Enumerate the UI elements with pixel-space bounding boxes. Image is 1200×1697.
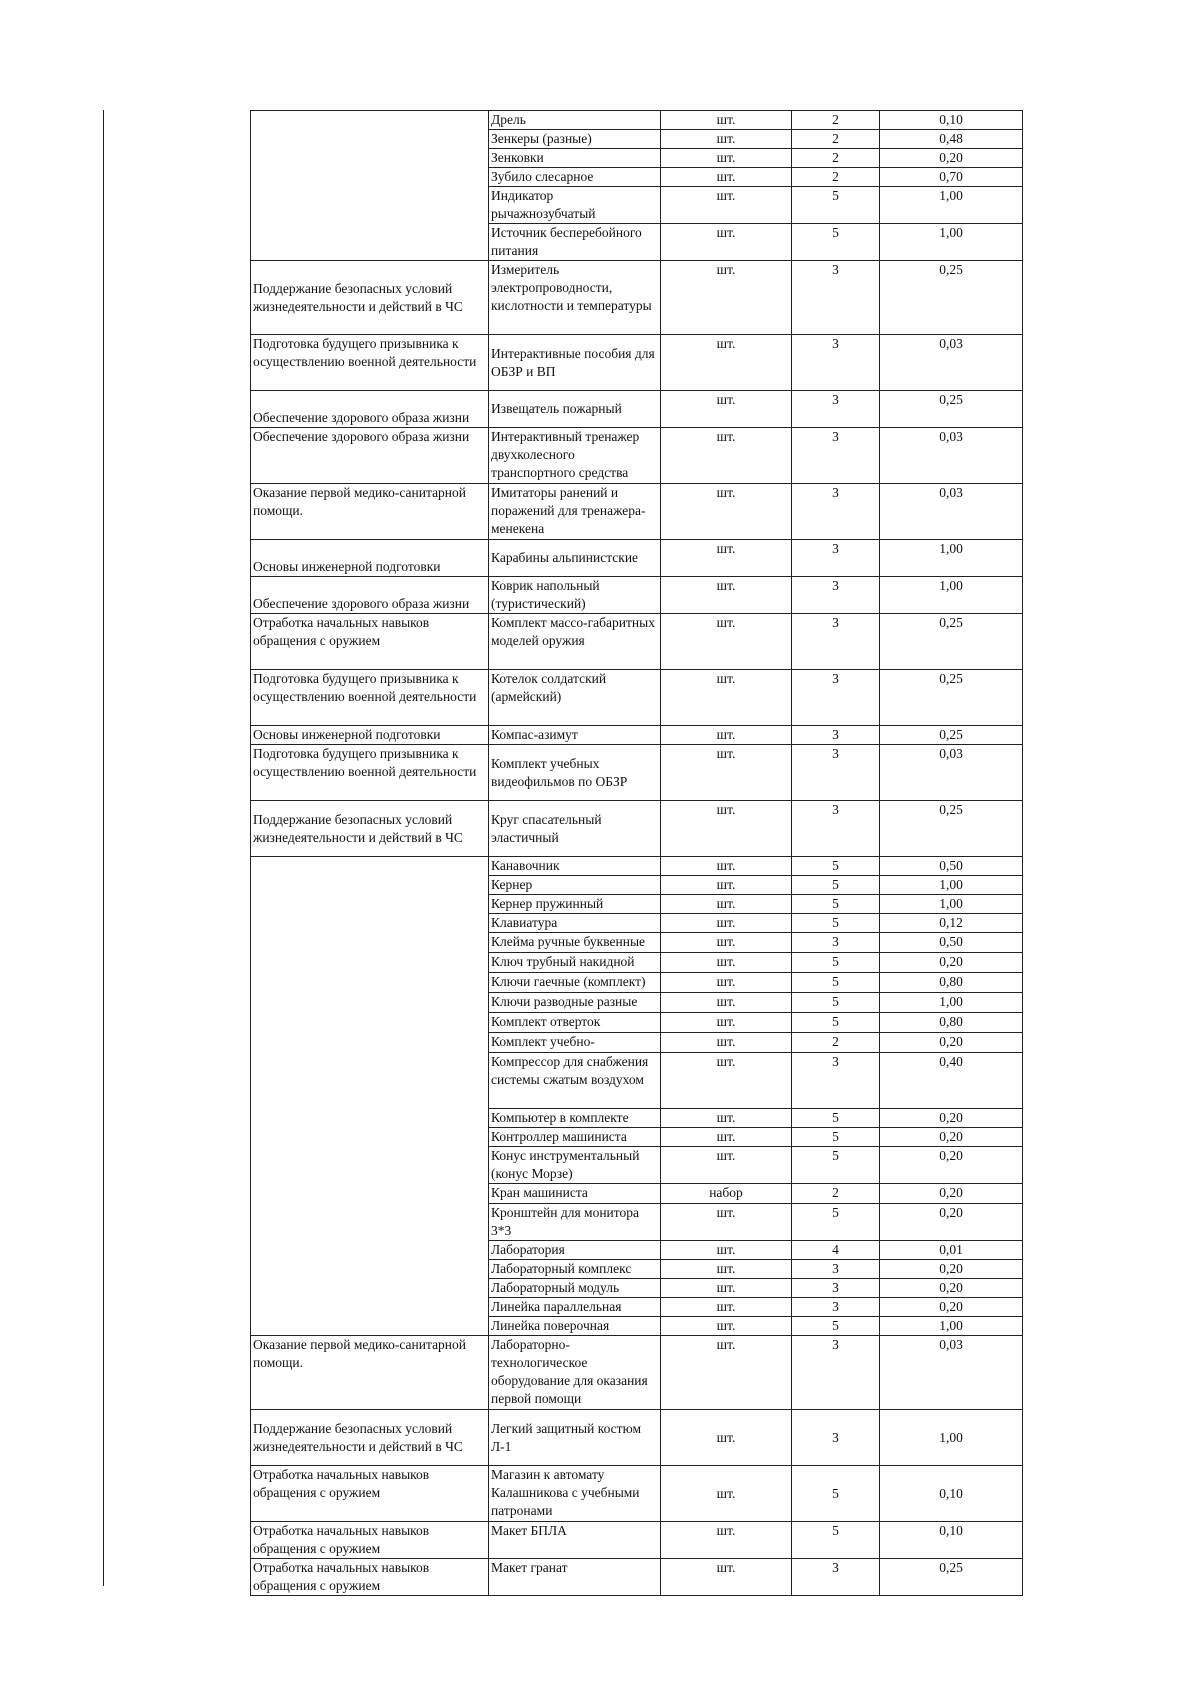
unit-cell: шт. bbox=[661, 1033, 792, 1053]
item-name-cell: Зубило слесарное bbox=[489, 168, 661, 187]
coefficient-cell: 1,00 bbox=[880, 895, 1023, 914]
item-name-cell: Лабораторно-технологическое оборудование для оказания первой помощи bbox=[489, 1336, 661, 1410]
coefficient-cell: 0,20 bbox=[880, 1147, 1023, 1184]
quantity-cell: 5 bbox=[792, 1147, 880, 1184]
item-name-cell: Компьютер в комплекте bbox=[489, 1109, 661, 1128]
table-row bbox=[251, 391, 1023, 428]
unit-cell: шт. bbox=[661, 895, 792, 914]
unit-cell: шт. bbox=[661, 1336, 792, 1410]
coefficient-cell: 1,00 bbox=[880, 577, 1023, 614]
table-row bbox=[251, 577, 1023, 614]
coefficient-cell: 0,03 bbox=[880, 484, 1023, 540]
coefficient-cell: 0,48 bbox=[880, 130, 1023, 149]
coefficient-cell: 0,20 bbox=[880, 1204, 1023, 1241]
left-margin-line bbox=[103, 110, 104, 1586]
unit-cell: шт. bbox=[661, 1109, 792, 1128]
item-name-cell: Лабораторный модуль bbox=[489, 1279, 661, 1298]
unit-cell: шт. bbox=[661, 1241, 792, 1260]
quantity-cell: 5 bbox=[792, 973, 880, 993]
unit-cell: шт. bbox=[661, 914, 792, 933]
coefficient-cell: 0,20 bbox=[880, 1279, 1023, 1298]
item-name-cell: Канавочник bbox=[489, 857, 661, 876]
table-row bbox=[251, 801, 1023, 857]
quantity-cell: 5 bbox=[792, 953, 880, 973]
quantity-cell: 5 bbox=[792, 1466, 880, 1522]
unit-cell: шт. bbox=[661, 168, 792, 187]
unit-cell: шт. bbox=[661, 1013, 792, 1033]
unit-cell: шт. bbox=[661, 187, 792, 224]
item-name-cell: Линейка параллельная bbox=[489, 1298, 661, 1317]
item-name-cell: Зенкеры (разные) bbox=[489, 130, 661, 149]
table-row bbox=[251, 111, 1023, 130]
unit-cell: шт. bbox=[661, 670, 792, 726]
unit-cell: шт. bbox=[661, 484, 792, 540]
item-name-cell: Ключ трубный накидной bbox=[489, 953, 661, 973]
coefficient-cell: 1,00 bbox=[880, 540, 1023, 577]
coefficient-cell: 0,03 bbox=[880, 428, 1023, 484]
table-row bbox=[251, 335, 1023, 391]
quantity-cell: 2 bbox=[792, 111, 880, 130]
item-name-cell: Лабораторный комплекс bbox=[489, 1260, 661, 1279]
table-row bbox=[251, 261, 1023, 335]
unit-cell: шт. bbox=[661, 1204, 792, 1241]
section-cell: Подготовка будущего призывника к осуществлению военной деятельности bbox=[251, 745, 489, 801]
unit-cell: шт. bbox=[661, 726, 792, 745]
coefficient-cell: 0,03 bbox=[880, 335, 1023, 391]
item-name-cell: Компрессор для снабжения системы сжатым воздухом bbox=[489, 1053, 661, 1109]
unit-cell: шт. bbox=[661, 1147, 792, 1184]
quantity-cell: 5 bbox=[792, 1013, 880, 1033]
quantity-cell: 2 bbox=[792, 130, 880, 149]
coefficient-cell: 1,00 bbox=[880, 1410, 1023, 1466]
unit-cell: шт. bbox=[661, 577, 792, 614]
item-name-cell: Линейка поверочная bbox=[489, 1317, 661, 1336]
coefficient-cell: 0,25 bbox=[880, 801, 1023, 857]
item-name-cell: Котелок солдатский (армейский) bbox=[489, 670, 661, 726]
quantity-cell: 5 bbox=[792, 914, 880, 933]
item-name-cell: Макет БПЛА bbox=[489, 1522, 661, 1559]
coefficient-cell: 1,00 bbox=[880, 224, 1023, 261]
item-name-cell: Кернер bbox=[489, 876, 661, 895]
unit-cell: шт. bbox=[661, 1317, 792, 1336]
coefficient-cell: 0,80 bbox=[880, 973, 1023, 993]
section-cell: Оказание первой медико-санитарной помощи. bbox=[251, 484, 489, 540]
section-cell: Основы инженерной подготовки bbox=[251, 540, 489, 577]
quantity-cell: 3 bbox=[792, 1260, 880, 1279]
unit-cell: шт. bbox=[661, 993, 792, 1013]
table-row bbox=[251, 726, 1023, 745]
section-cell bbox=[251, 857, 489, 1336]
quantity-cell: 3 bbox=[792, 391, 880, 428]
coefficient-cell: 1,00 bbox=[880, 1317, 1023, 1336]
item-name-cell: Макет гранат bbox=[489, 1559, 661, 1596]
item-name-cell: Комплект учебных видеофильмов по ОБЗР bbox=[489, 745, 661, 801]
item-name-cell: Контроллер машиниста bbox=[489, 1128, 661, 1147]
unit-cell: шт. bbox=[661, 745, 792, 801]
section-cell: Обеспечение здорового образа жизни bbox=[251, 428, 489, 484]
table-row bbox=[251, 670, 1023, 726]
item-name-cell: Кернер пружинный bbox=[489, 895, 661, 914]
item-name-cell: Ключи гаечные (комплект) bbox=[489, 973, 661, 993]
coefficient-cell: 0,20 bbox=[880, 1298, 1023, 1317]
coefficient-cell: 0,20 bbox=[880, 1184, 1023, 1204]
coefficient-cell: 0,20 bbox=[880, 1033, 1023, 1053]
unit-cell: шт. bbox=[661, 1053, 792, 1109]
table-row bbox=[251, 1559, 1023, 1596]
quantity-cell: 4 bbox=[792, 1241, 880, 1260]
coefficient-cell: 0,10 bbox=[880, 111, 1023, 130]
item-name-cell: Индикатор рычажнозубчатый bbox=[489, 187, 661, 224]
quantity-cell: 5 bbox=[792, 993, 880, 1013]
item-name-cell: Карабины альпинистские bbox=[489, 540, 661, 577]
quantity-cell: 3 bbox=[792, 1559, 880, 1596]
section-cell bbox=[251, 111, 489, 261]
quantity-cell: 3 bbox=[792, 1336, 880, 1410]
coefficient-cell: 0,20 bbox=[880, 953, 1023, 973]
equipment-table bbox=[250, 110, 1023, 1596]
unit-cell: шт. bbox=[661, 224, 792, 261]
quantity-cell: 5 bbox=[792, 857, 880, 876]
item-name-cell: Комплект массо-габаритных моделей оружия bbox=[489, 614, 661, 670]
unit-cell: шт. bbox=[661, 261, 792, 335]
coefficient-cell: 0,01 bbox=[880, 1241, 1023, 1260]
quantity-cell: 3 bbox=[792, 1053, 880, 1109]
coefficient-cell: 0,10 bbox=[880, 1466, 1023, 1522]
item-name-cell: Имитаторы ранений и поражений для тренажера-менекена bbox=[489, 484, 661, 540]
unit-cell: набор bbox=[661, 1184, 792, 1204]
section-cell: Основы инженерной подготовки bbox=[251, 726, 489, 745]
table-row bbox=[251, 1336, 1023, 1410]
quantity-cell: 2 bbox=[792, 1184, 880, 1204]
quantity-cell: 3 bbox=[792, 614, 880, 670]
quantity-cell: 5 bbox=[792, 1128, 880, 1147]
table-row bbox=[251, 857, 1023, 876]
quantity-cell: 2 bbox=[792, 1033, 880, 1053]
table-row bbox=[251, 614, 1023, 670]
quantity-cell: 3 bbox=[792, 670, 880, 726]
unit-cell: шт. bbox=[661, 1260, 792, 1279]
section-cell: Поддержание безопасных условий жизнедеятельности и действий в ЧС bbox=[251, 261, 489, 335]
section-cell: Отработка начальных навыков обращения с оружием bbox=[251, 1522, 489, 1559]
quantity-cell: 3 bbox=[792, 801, 880, 857]
unit-cell: шт. bbox=[661, 876, 792, 895]
coefficient-cell: 0,40 bbox=[880, 1053, 1023, 1109]
quantity-cell: 3 bbox=[792, 1279, 880, 1298]
quantity-cell: 5 bbox=[792, 1204, 880, 1241]
table-row bbox=[251, 745, 1023, 801]
item-name-cell: Интерактивный тренажер двухколесного транспортного средства bbox=[489, 428, 661, 484]
unit-cell: шт. bbox=[661, 391, 792, 428]
unit-cell: шт. bbox=[661, 149, 792, 168]
coefficient-cell: 0,80 bbox=[880, 1013, 1023, 1033]
table-row bbox=[251, 428, 1023, 484]
table-row bbox=[251, 1410, 1023, 1466]
quantity-cell: 3 bbox=[792, 1410, 880, 1466]
quantity-cell: 5 bbox=[792, 1317, 880, 1336]
quantity-cell: 3 bbox=[792, 726, 880, 745]
item-name-cell: Зенковки bbox=[489, 149, 661, 168]
coefficient-cell: 1,00 bbox=[880, 876, 1023, 895]
quantity-cell: 5 bbox=[792, 895, 880, 914]
coefficient-cell: 0,25 bbox=[880, 261, 1023, 335]
item-name-cell: Лаборатория bbox=[489, 1241, 661, 1260]
item-name-cell: Ключи разводные разные bbox=[489, 993, 661, 1013]
unit-cell: шт. bbox=[661, 953, 792, 973]
unit-cell: шт. bbox=[661, 973, 792, 993]
quantity-cell: 3 bbox=[792, 933, 880, 953]
unit-cell: шт. bbox=[661, 335, 792, 391]
table-row bbox=[251, 1522, 1023, 1559]
unit-cell: шт. bbox=[661, 1522, 792, 1559]
section-cell: Обеспечение здорового образа жизни bbox=[251, 577, 489, 614]
coefficient-cell: 0,25 bbox=[880, 726, 1023, 745]
unit-cell: шт. bbox=[661, 1298, 792, 1317]
item-name-cell: Компас-азимут bbox=[489, 726, 661, 745]
quantity-cell: 3 bbox=[792, 577, 880, 614]
coefficient-cell: 0,10 bbox=[880, 1522, 1023, 1559]
coefficient-cell: 0,03 bbox=[880, 745, 1023, 801]
item-name-cell: Конус инструментальный (конус Морзе) bbox=[489, 1147, 661, 1184]
coefficient-cell: 0,03 bbox=[880, 1336, 1023, 1410]
unit-cell: шт. bbox=[661, 1279, 792, 1298]
coefficient-cell: 0,12 bbox=[880, 914, 1023, 933]
coefficient-cell: 0,20 bbox=[880, 1260, 1023, 1279]
coefficient-cell: 1,00 bbox=[880, 993, 1023, 1013]
section-cell: Подготовка будущего призывника к осуществлению военной деятельности bbox=[251, 670, 489, 726]
item-name-cell: Комплект отверток bbox=[489, 1013, 661, 1033]
unit-cell: шт. bbox=[661, 1559, 792, 1596]
section-cell: Отработка начальных навыков обращения с оружием bbox=[251, 1466, 489, 1522]
coefficient-cell: 0,20 bbox=[880, 1109, 1023, 1128]
table-row bbox=[251, 540, 1023, 577]
coefficient-cell: 0,25 bbox=[880, 1559, 1023, 1596]
item-name-cell: Коврик напольный (туристический) bbox=[489, 577, 661, 614]
quantity-cell: 3 bbox=[792, 261, 880, 335]
quantity-cell: 5 bbox=[792, 876, 880, 895]
item-name-cell: Источник бесперебойного питания bbox=[489, 224, 661, 261]
unit-cell: шт. bbox=[661, 801, 792, 857]
unit-cell: шт. bbox=[661, 111, 792, 130]
quantity-cell: 2 bbox=[792, 168, 880, 187]
unit-cell: шт. bbox=[661, 540, 792, 577]
section-cell: Отработка начальных навыков обращения с оружием bbox=[251, 1559, 489, 1596]
item-name-cell: Извещатель пожарный bbox=[489, 391, 661, 428]
table-row bbox=[251, 484, 1023, 540]
quantity-cell: 5 bbox=[792, 1109, 880, 1128]
unit-cell: шт. bbox=[661, 1466, 792, 1522]
coefficient-cell: 0,20 bbox=[880, 1128, 1023, 1147]
table-row bbox=[251, 1466, 1023, 1522]
quantity-cell: 3 bbox=[792, 540, 880, 577]
item-name-cell: Дрель bbox=[489, 111, 661, 130]
coefficient-cell: 0,25 bbox=[880, 670, 1023, 726]
unit-cell: шт. bbox=[661, 933, 792, 953]
coefficient-cell: 0,25 bbox=[880, 391, 1023, 428]
quantity-cell: 3 bbox=[792, 745, 880, 801]
unit-cell: шт. bbox=[661, 130, 792, 149]
quantity-cell: 5 bbox=[792, 224, 880, 261]
item-name-cell: Круг спасательный эластичный bbox=[489, 801, 661, 857]
coefficient-cell: 1,00 bbox=[880, 187, 1023, 224]
item-name-cell: Интерактивные пособия для ОБЗР и ВП bbox=[489, 335, 661, 391]
quantity-cell: 3 bbox=[792, 1298, 880, 1317]
item-name-cell: Комплект учебно- bbox=[489, 1033, 661, 1053]
unit-cell: шт. bbox=[661, 857, 792, 876]
unit-cell: шт. bbox=[661, 1128, 792, 1147]
coefficient-cell: 0,25 bbox=[880, 614, 1023, 670]
quantity-cell: 5 bbox=[792, 1522, 880, 1559]
quantity-cell: 3 bbox=[792, 484, 880, 540]
item-name-cell: Клейма ручные буквенные bbox=[489, 933, 661, 953]
unit-cell: шт. bbox=[661, 428, 792, 484]
unit-cell: шт. bbox=[661, 1410, 792, 1466]
section-cell: Подготовка будущего призывника к осуществлению военной деятельности bbox=[251, 335, 489, 391]
item-name-cell: Кронштейн для монитора 3*3 bbox=[489, 1204, 661, 1241]
section-cell: Поддержание безопасных условий жизнедеятельности и действий в ЧС bbox=[251, 1410, 489, 1466]
coefficient-cell: 0,20 bbox=[880, 149, 1023, 168]
quantity-cell: 5 bbox=[792, 187, 880, 224]
unit-cell: шт. bbox=[661, 614, 792, 670]
section-cell: Отработка начальных навыков обращения с оружием bbox=[251, 614, 489, 670]
item-name-cell: Кран машиниста bbox=[489, 1184, 661, 1204]
item-name-cell: Измеритель электропроводности, кислотности и температуры bbox=[489, 261, 661, 335]
coefficient-cell: 0,50 bbox=[880, 857, 1023, 876]
coefficient-cell: 0,70 bbox=[880, 168, 1023, 187]
section-cell: Поддержание безопасных условий жизнедеятельности и действий в ЧС bbox=[251, 801, 489, 857]
item-name-cell: Клавиатура bbox=[489, 914, 661, 933]
section-cell: Оказание первой медико-санитарной помощи. bbox=[251, 1336, 489, 1410]
section-cell: Обеспечение здорового образа жизни bbox=[251, 391, 489, 428]
quantity-cell: 3 bbox=[792, 428, 880, 484]
quantity-cell: 3 bbox=[792, 335, 880, 391]
item-name-cell: Магазин к автомату Калашникова с учебными патронами bbox=[489, 1466, 661, 1522]
item-name-cell: Легкий защитный костюм Л-1 bbox=[489, 1410, 661, 1466]
quantity-cell: 2 bbox=[792, 149, 880, 168]
coefficient-cell: 0,50 bbox=[880, 933, 1023, 953]
